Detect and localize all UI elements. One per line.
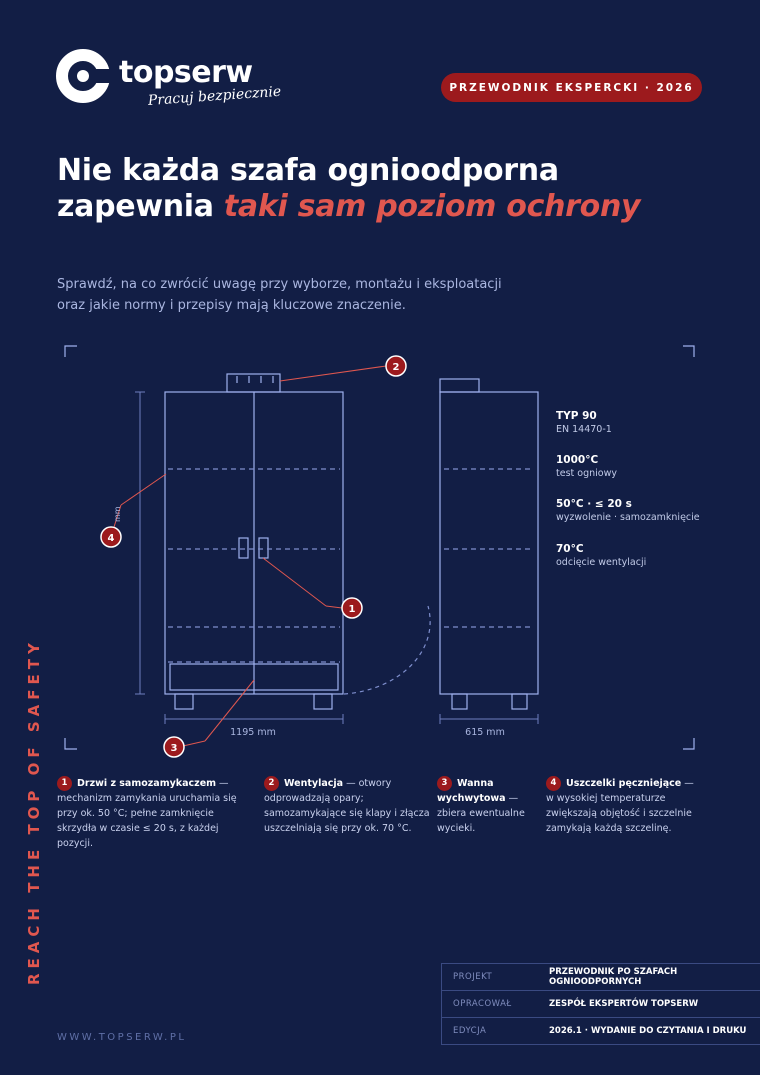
caption-number: 3 — [437, 776, 452, 791]
side-slogan: REACH THE TOP OF SAFETY — [25, 638, 43, 985]
title-line-2: zapewnia — [57, 189, 224, 224]
caption-number: 2 — [264, 776, 279, 791]
vent-top — [227, 374, 280, 392]
handle-right — [259, 538, 268, 558]
corner-bracket-br — [683, 738, 694, 749]
spec-desc: EN 14470-1 — [556, 424, 612, 435]
caption-text: — zbiera ewentualne wycieki. — [437, 793, 525, 834]
spec-desc: wyzwolenie · samozamknięcie — [556, 512, 700, 523]
svg-text:1: 1 — [348, 604, 356, 615]
meta-row — [442, 991, 760, 1018]
caption-sump — [437, 776, 532, 836]
brand-name: topserw — [119, 55, 253, 90]
lead-paragraph: Sprawdź, na co zwrócić uwagę przy wyborze, montażu i eksploatacji oraz jakie normy i przepisy mają kluczowe znaczenie. — [57, 277, 502, 313]
side-foot-right — [512, 694, 527, 709]
guide-badge: PRZEWODNIK EKSPERCKI · 2026 — [441, 73, 702, 102]
corner-bracket-bl — [65, 738, 77, 749]
caption-title: Drzwi z samozamykaczem — [77, 778, 217, 789]
caption-number: 1 — [57, 776, 72, 791]
meta-row — [442, 1018, 760, 1045]
handle-left — [239, 538, 248, 558]
meta-row — [442, 964, 760, 991]
caption-title: Uszczelki pęczniejące — [566, 778, 682, 789]
caption-text: — w wysokiej temperaturze zwiększają objętość i szczelnie zamykają każdą szczelinę. — [546, 778, 694, 834]
caption-text: — otwory odprowadzają opary; samozamykające się klapy i złącza uszczelniają się przy ok. 70 °C. — [264, 778, 430, 834]
meta-key: PROJEKT — [442, 964, 539, 991]
caption-seals — [546, 776, 696, 836]
marker-3 — [164, 737, 184, 757]
caption-text: — mechanizm zamykania uruchamia się przy ok. 50 °C; pełne zamknięcie skrzydła w czasie ≤ 20 s, z każdej pozycji. — [57, 778, 237, 849]
caption-ventilation — [264, 776, 434, 836]
cabinet-side-body — [440, 392, 538, 694]
side-foot-left — [452, 694, 467, 709]
spec-trigger — [556, 497, 736, 525]
meta-value: PRZEWODNIK PO SZAFACH OGNIOODPORNYCH — [538, 964, 760, 991]
meta-key: OPRACOWAŁ — [442, 991, 539, 1018]
caption-number: 4 — [546, 776, 561, 791]
dim-height-label: mm — [113, 506, 122, 522]
title-accent: taki sam poziom ochrony — [223, 189, 641, 224]
corner-bracket-tr — [683, 346, 694, 357]
meta-value: ZESPÓŁ EKSPERTÓW TOPSERW — [538, 991, 760, 1018]
foot-left — [175, 694, 193, 709]
door-swing-arc — [344, 606, 430, 694]
spec-value: 70°C — [556, 543, 584, 555]
side-vent — [440, 379, 479, 392]
page-title — [57, 153, 677, 225]
spec-desc: odcięcie wentylacji — [556, 557, 647, 568]
spec-value: 1000°C — [556, 454, 599, 466]
svg-text:3: 3 — [170, 743, 178, 754]
spec-value: 50°C · ≤ 20 s — [556, 498, 632, 510]
document-meta-table — [441, 963, 760, 1045]
foot-right — [314, 694, 332, 709]
corner-bracket-tl — [65, 346, 77, 357]
spec-value: TYP 90 — [556, 410, 597, 422]
meta-key: EDYCJA — [442, 1018, 539, 1045]
brand-tagline: Pracuj bezpiecznie — [147, 83, 282, 109]
caption-door — [57, 776, 242, 851]
marker-1 — [342, 598, 362, 618]
spec-type — [556, 409, 736, 437]
dim-width-label: 1195 mm — [230, 727, 276, 738]
title-line-1: Nie każda szafa ognioodporna — [57, 153, 559, 188]
svg-text:2: 2 — [392, 362, 400, 373]
dim-depth-label: 615 mm — [465, 727, 505, 738]
caption-title: Wentylacja — [284, 778, 344, 789]
caption-title: Wanna wychwytowa — [437, 778, 506, 804]
website-link[interactable]: WWW.TOPSERW.PL — [57, 1032, 187, 1043]
spec-desc: test ogniowy — [556, 468, 617, 479]
meta-value: 2026.1 · WYDANIE DO CZYTANIA I DRUKU — [538, 1018, 760, 1045]
svg-text:4: 4 — [107, 533, 115, 544]
spec-fire-test — [556, 453, 736, 481]
spec-ventilation — [556, 542, 736, 570]
marker-2 — [386, 356, 406, 376]
marker-4 — [101, 527, 121, 547]
